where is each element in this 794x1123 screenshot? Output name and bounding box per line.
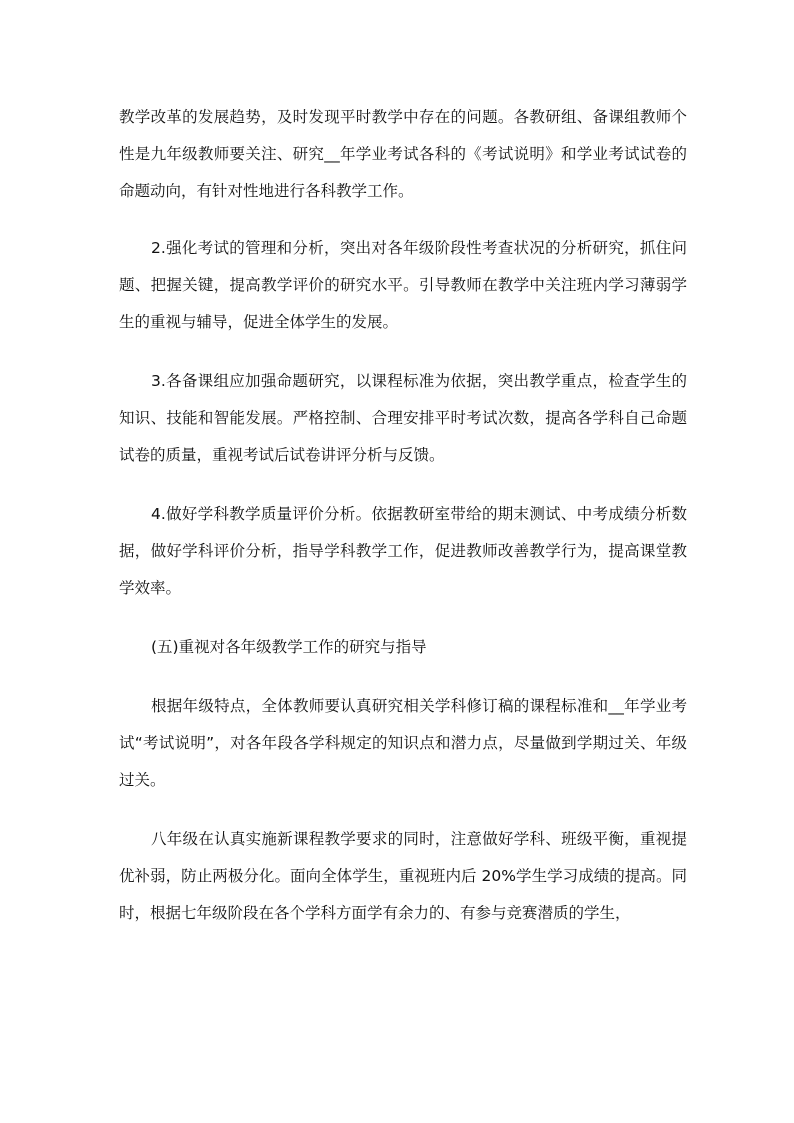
paragraph-item-4: 4.做好学科教学质量评价分析。依据教研室带给的期末测试、中考成绩分析数据，做好学科评价分析，指导学科教学工作，促进教师改善教学行为，提高课堂教学效率。 xyxy=(119,505,687,597)
document-body xyxy=(119,99,687,954)
paragraph-item-3: 3.各备课组应加强命题研究，以课程标准为依据，突出教学重点，检查学生的知识、技能和智能发展。严格控制、合理安排平时考试次数，提高各学科自己命题试卷的质量，重视考试后试卷讲评分析与反馈。 xyxy=(119,372,687,464)
paragraph-item-2: 2.强化考试的管理和分析，突出对各年级阶段性考查状况的分析研究，抓住问题、把握关键，提高教学评价的研究水平。引导教师在教学中关注班内学习薄弱学生的重视与辅导，促进全体学生的发展。 xyxy=(119,239,687,331)
paragraph-grade-features: 根据年级特点，全体教师要认真研究相关学科修订稿的课程标准和__年学业考试“考试说明”，对各年段各学科规定的知识点和潜力点，尽量做到学期过关、年级过关。 xyxy=(119,697,687,789)
paragraph-grade-eight: 八年级在认真实施新课程教学要求的同时，注意做好学科、班级平衡，重视提优补弱，防止两极分化。面向全体学生，重视班内后 20%学生学习成绩的提高。同时，根据七年级阶段在各个学科方面学有余力的、有参与竞赛潜质的学生， xyxy=(119,830,687,922)
paragraph-continuation: 教学改革的发展趋势，及时发现平时教学中存在的问题。各教研组、备课组教师个性是九年级教师要关注、研究__年学业考试各科的《考试说明》和学业考试试卷的命题动向，有针对性地进行各科教学工作。 xyxy=(119,108,687,200)
section-heading: (五)重视对各年级教学工作的研究与指导 xyxy=(151,638,427,656)
